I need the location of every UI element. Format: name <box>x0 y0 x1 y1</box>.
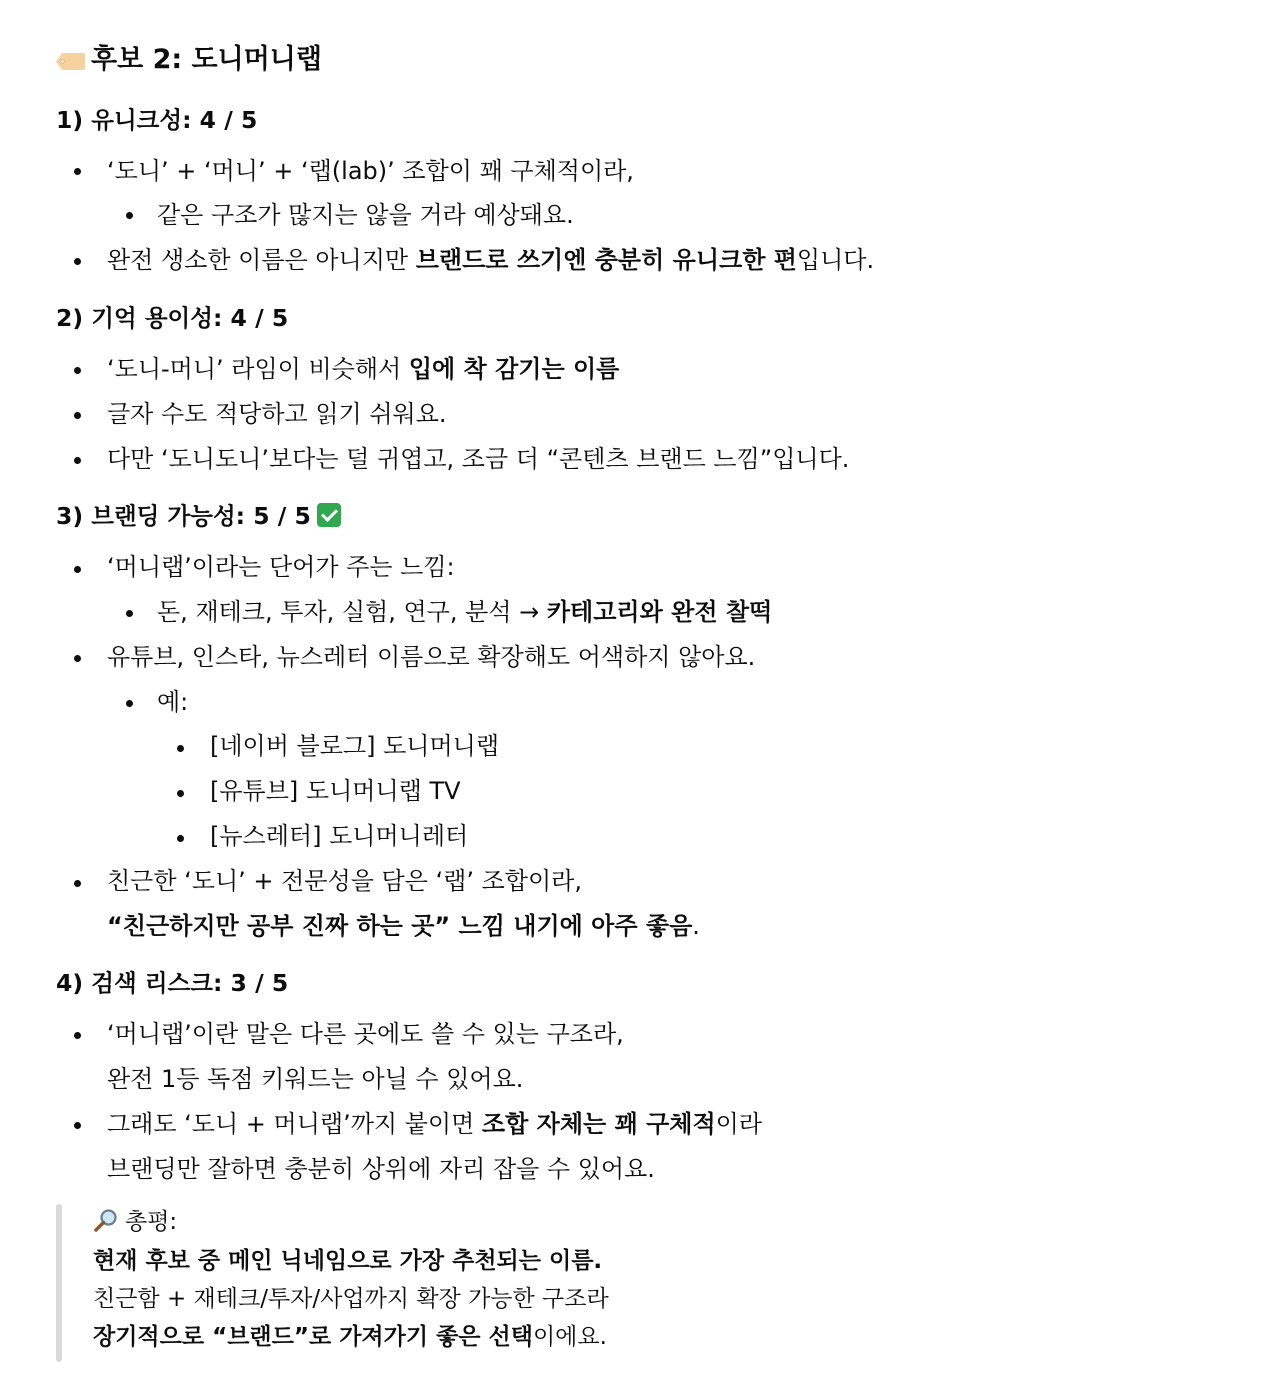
list-item: 그래도 ‘도니 + 머니랩’까지 붙이면 조합 자체는 꽤 구체적이라 <box>107 1110 763 1138</box>
bullet-icon <box>74 367 81 374</box>
list-item: 다만 ‘도니도니’보다는 덜 귀엽고, 조금 더 “콘텐츠 브랜드 느낌”입니다. <box>107 445 850 473</box>
list-item-continuation: 완전 1등 독점 키워드는 아닐 수 있어요. <box>107 1065 524 1093</box>
list-item: 돈, 재테크, 투자, 실험, 연구, 분석 → 카테고리와 완전 찰떡 <box>157 598 773 626</box>
list-item: ‘도니-머니’ 라임이 비슷해서 입에 착 감기는 이름 <box>107 355 620 383</box>
bullet-icon <box>177 790 184 797</box>
bullet-icon <box>126 700 133 707</box>
list-item: 같은 구조가 많지는 않을 거라 예상돼요. <box>157 201 574 229</box>
example-item: [네이버 블로그] 도니머니랩 <box>210 732 500 760</box>
list-item-continuation: “친근하지만 공부 진짜 하는 곳” 느낌 내기에 아주 좋음. <box>107 912 700 940</box>
section-heading-search-risk: 4) 검색 리스크: 3 / 5 <box>56 969 289 997</box>
list-item: ‘도니’ + ‘머니’ + ‘랩(lab)’ 조합이 꽤 구체적이라, <box>107 157 634 185</box>
list-item: 완전 생소한 이름은 아니지만 브랜드로 쓰기엔 충분히 유니크한 편입니다. <box>107 246 875 274</box>
blockquote-bar <box>56 1204 62 1362</box>
magnifier-icon <box>93 1207 119 1233</box>
bullet-icon <box>74 1032 81 1039</box>
bullet-icon <box>74 457 81 464</box>
bullet-icon <box>74 655 81 662</box>
list-item: ‘머니랩’이라는 단어가 주는 느낌: <box>107 553 455 581</box>
section-heading-branding: 3) 브랜딩 가능성: 5 / 5 <box>56 501 341 531</box>
list-item: 예: <box>157 688 189 716</box>
section-heading-memorability: 2) 기억 용이성: 4 / 5 <box>56 304 289 332</box>
summary-label: 총평: <box>93 1207 177 1237</box>
summary-line: 장기적으로 “브랜드”로 가져가기 좋은 선택이에요. <box>93 1324 607 1350</box>
section-heading-uniqueness: 1) 유니크성: 4 / 5 <box>56 106 258 134</box>
check-mark-icon <box>317 503 341 527</box>
page-title: 후보 2: 도니머니랩 <box>91 44 322 75</box>
bullet-icon <box>126 212 133 219</box>
bullet-icon <box>74 1122 81 1129</box>
example-item: [유튜브] 도니머니랩 TV <box>210 777 461 805</box>
example-item: [뉴스레터] 도니머니레터 <box>210 822 469 850</box>
summary-line: 현재 후보 중 메인 닉네임으로 가장 추천되는 이름. <box>93 1248 603 1274</box>
list-item: 친근한 ‘도니’ + 전문성을 담은 ‘랩’ 조합이라, <box>107 867 582 895</box>
label-tag-icon <box>56 52 85 71</box>
bullet-icon <box>177 835 184 842</box>
bullet-icon <box>74 880 81 887</box>
bullet-icon <box>74 258 81 265</box>
bullet-icon <box>177 745 184 752</box>
summary-line: 친근함 + 재테크/투자/사업까지 확장 가능한 구조라 <box>93 1286 609 1312</box>
bullet-icon <box>74 566 81 573</box>
list-item: 유튜브, 인스타, 뉴스레터 이름으로 확장해도 어색하지 않아요. <box>107 643 756 671</box>
list-item: ‘머니랩’이란 말은 다른 곳에도 쓸 수 있는 구조라, <box>107 1020 624 1048</box>
list-item: 글자 수도 적당하고 읽기 쉬워요. <box>107 400 447 428</box>
bullet-icon <box>126 610 133 617</box>
list-item-continuation: 브랜딩만 잘하면 충분히 상위에 자리 잡을 수 있어요. <box>107 1155 655 1183</box>
bullet-icon <box>74 412 81 419</box>
bullet-icon <box>74 168 81 175</box>
